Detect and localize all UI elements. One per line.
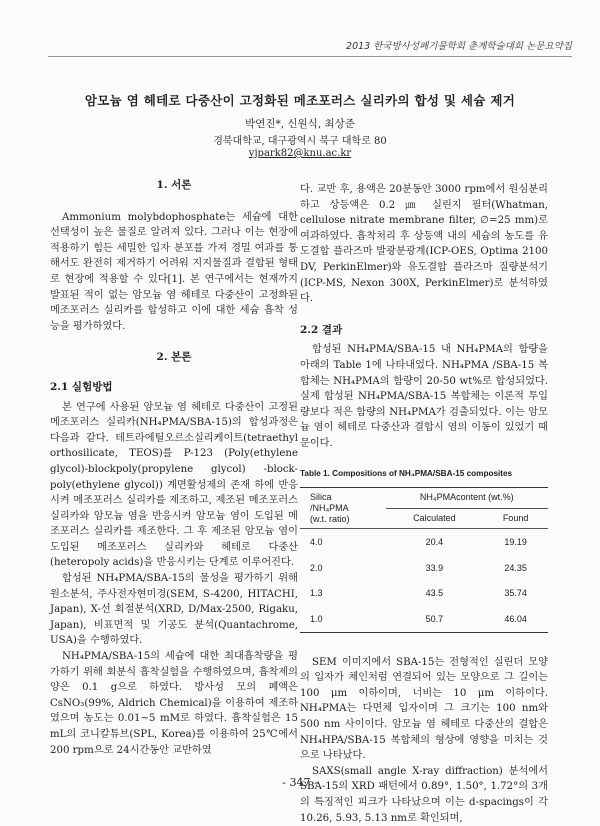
calculated-column-header: Calculated [386, 508, 484, 529]
left-column [50, 178, 298, 758]
table-row: 1.0 50.7 46.04 [300, 604, 548, 632]
right-column [300, 182, 548, 826]
paper-affiliation: 경북대학교, 대구광역시 북구 대학로 80 [213, 136, 387, 147]
table-caption: Table 1. Compositions of NH₄PMA/SBA-15 composites [300, 468, 513, 478]
results-paragraph-2: SEM 이미지에서 SBA-15는 전형적인 실린더 모양의 입자가 체인처럼 연결되어 있는 모양으로 그 길이는 100 μm 이하이며, 너비는 10 μm 이하이다. NH₄PMA는 다면체 입자이며 그 크기는 100 nm와 500 nm 사이이다. 암모늄 염 헤테로 다중산의 결합은 NH₄HPA/SBA-15 복합체의 형상에 영향을 미치는 것으로 나타났다. [300, 656, 548, 762]
page-number: - 347 - [282, 776, 318, 789]
conference-header: 2013 한국방사성폐기물학회 춘계학술대회 논문요약집 [346, 41, 572, 52]
intro-heading: 1. 서론 [156, 179, 192, 191]
method-paragraph-4: 다. 교반 후, 용액은 20분동안 3000 rpm에서 원심분리하고 상등액은 0.2 ㎛ 실린지 필터(Whatman, cellulose nitrate membrane filter, ∅=25 mm)로 여과하였다. 흡착처리 후 상등액 내의 세슘의 농도를 유도결합 플라즈마 발광분광계(ICP-OES, Optima 2100 DV, PerkinElmer)와 유도결합 플라즈마 질량분석기(ICP-MS, Nexon 300X, PerkinElmer)로 분석하였다. [300, 184, 548, 305]
content-group-header: NH₄PMAcontent (wt.%) [386, 488, 549, 509]
intro-paragraph: Ammonium molybdophosphate는 세슘에 대한 선택성이 높은 물질로 알려져 있다. 그러나 이는 현장에 적용하기 힘든 세밀한 입자 분포를 가져 경밀 여과를 통해서도 완전히 제거하기 어려워 지지물질과 결합된 형태로 현장에 적용할 수 있다[1]. 본 연구에서는 현재까지 발표된 적이 없는 암모늄 염 헤테로 다중산이 고정화된 메조포러스 실리카를 합성하고 이에 대한 세슘 흡착 성능을 평가하였다. [50, 211, 298, 332]
results-paragraph-3: SAXS(small angle X-ray diffraction) 분석에서 SBA-15의 XRD 패턴에서 0.89°, 1.50°, 1.72°의 3개의 특징적인 피크가 나타났으며 이는 d-spacings이 각 10.26, 5.93, 5.13 nm로 확인되며, [300, 765, 548, 824]
method-paragraph-3: NH₄PMA/SBA-15의 세슘에 대한 최대흡착량을 평가하기 위해 회분식 흡착실험을 수행하였으며, 흡착제의 양은 0.1 g으로 하였다. 방사성 모의 폐액은 CsNO₃(99%, Aldrich Chemical)을 이용하여 제조하였으며 농도는 0.01~5 mM로 하였다. 흡착실험은 15 mL의 코니칼튜브(SPL, Korea)를 이용하여 25℃에서 200 rpm으로 24시간동안 교반하였 [50, 651, 298, 756]
header-rule [48, 56, 572, 57]
table-row: 1.3 43.5 35.74 [310, 588, 527, 599]
method-paragraph-2: 합성된 NH₄PMA/SBA-15의 물성을 평가하기 위해 원소분석, 주사전자현미경(SEM, S-4200, HITACHI, Japan), X-선 회절분석(XRD, D/Max-2500, Rigaku, Japan), 비표면적 및 기공도 분석(Quantachrome, USA)을 수행하였다. [50, 573, 298, 647]
results-paragraph-1: 합성된 NH₄PMA/SBA-15 내 NH₄PMA의 함량을 아래의 Table 1에 나타내었다. NH₄PMA /SBA-15 복합체는 NH₄PMA의 함량이 20-50 wt%로 합성되었다. 실제 합성된 NH₄PMA/SBA-15 복합체는 이론적 투입량보다 적은 함량의 NH₄PMA가 검출되었다. 이는 암모늄 염이 헤테로 다중산과 결합시 염의 이동이 있었기 때문이다. [300, 344, 548, 449]
results-heading: 2.2 결과 [300, 323, 343, 336]
ratio-column-header: Silica /NH₄PMA (w.t. ratio) [300, 488, 386, 529]
method-paragraph-1: 본 연구에 사용된 암모늄 염 헤테로 다중산이 고정된 메조포러스 실리카(NH₄PMA/SBA-15)의 합성과정은 다음과 같다. 테트라에틸오르소실리케이트(tetraethyl orthosilicate, TEOS)를 P-123 (Poly(ethylene glycol)-blockpoly(propylene glycol) -block-poly(ethylene glycol)) 계면활성제의 존재 하에 반응시켜 메조포러스 실리카를 제조하고, 제조된 메조포러스 실리카와 암모늄 염을 반응시켜 암모늄 염이 도입된 메조포러스 실리카를 제조한다. 그 후 제조된 암모늄 염이 도입된 메조포러스 실리카와 헤테로 다중산(heteropoly acids)을 반응시키는 단계로 이루어진다. [50, 401, 298, 569]
paper-title: 암모늄 염 헤테로 다중산이 고정화된 메조포러스 실리카의 합성 및 세슘 제거 [84, 93, 516, 108]
composition-table [300, 487, 548, 633]
body-heading: 2. 본론 [156, 351, 192, 364]
table-row: 4.0 20.4 19.19 [310, 537, 527, 548]
paper-authors: 박연진*, 신원식, 최상준 [245, 118, 355, 130]
method-heading: 2.1 실험방법 [50, 380, 113, 393]
author-email: vjpark82@knu.ac.kr [248, 148, 352, 159]
table-row: 2.0 33.9 24.35 [310, 562, 527, 573]
found-column-header: Found [483, 508, 548, 529]
